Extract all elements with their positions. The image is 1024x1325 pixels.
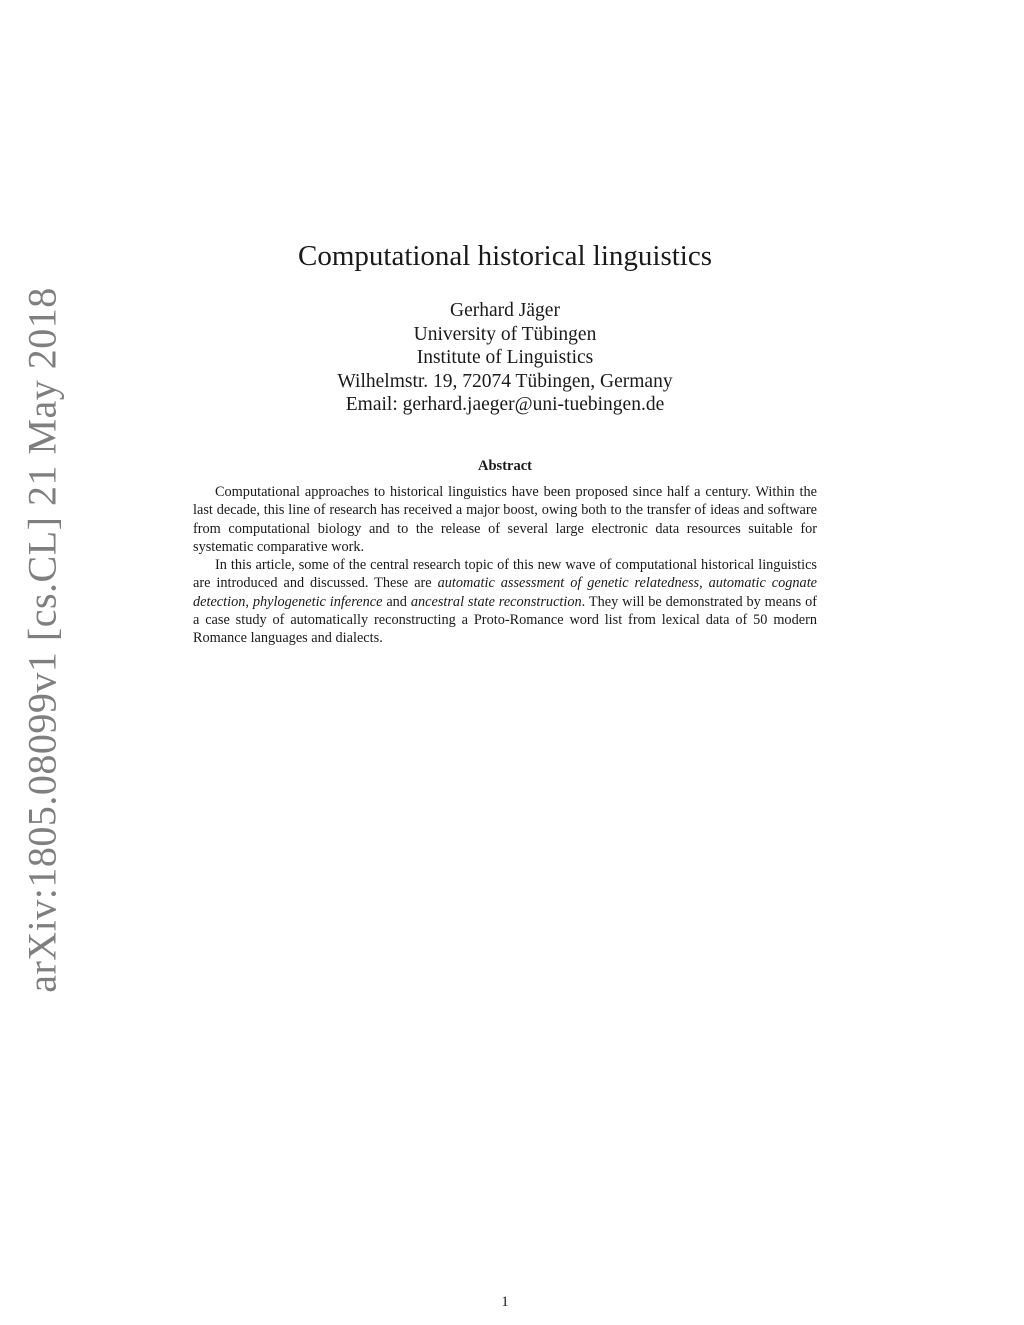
abstract-p2-outro: . They will be demonstrated by means of a case study of automatically reconstructing a Proto-Romance word list from lexical data of 50 modern Romance languages and dialects. (193, 593, 817, 647)
author-name: Gerhard Jäger (450, 300, 560, 321)
abstract-paragraph-1: Computational approaches to historical linguistics have been proposed since half a century. Within the last decade, this line of research has received a major boost, owing both to the transfer of ideas and software from computational biology and to the release of several large electronic data resources suitable for systematic comparative work. (193, 484, 817, 555)
page-number: 1 (501, 1294, 509, 1310)
author-block (0, 299, 1010, 417)
abstract-p2-intro: In this article, some of the central research topic of this new wave of computational historical linguistics are introduced and discussed. These are (193, 557, 817, 592)
topic-cognate-detection: automatic cognate detection (193, 575, 818, 610)
author-address: Wilhelmstr. 19, 72074 Tübingen, Germany (337, 370, 673, 392)
abstract-paragraph-2 (193, 556, 817, 647)
conjunction: and (382, 593, 411, 610)
abstract-heading: Abstract (478, 458, 532, 474)
paper-title: Computational historical linguistics (297, 240, 712, 272)
author-institute: Institute of Linguistics (416, 347, 594, 368)
topic-phylogenetic-inference: phylogenetic inference (252, 593, 383, 610)
abstract-body (193, 483, 817, 648)
topic-ancestral-state-reconstruction: ancestral state reconstruction (410, 593, 582, 610)
separator: , (699, 575, 709, 592)
separator: , (245, 593, 253, 610)
author-email: Email: gerhard.jaeger@uni-tuebingen.de (345, 394, 665, 415)
author-university: University of Tübingen (413, 323, 597, 345)
arxiv-identifier-stamp: arXiv:1805.08099v1 [cs.CL] 21 May 2018 (19, 287, 65, 993)
topic-genetic-relatedness: automatic assessment of genetic relatedness (437, 575, 700, 592)
